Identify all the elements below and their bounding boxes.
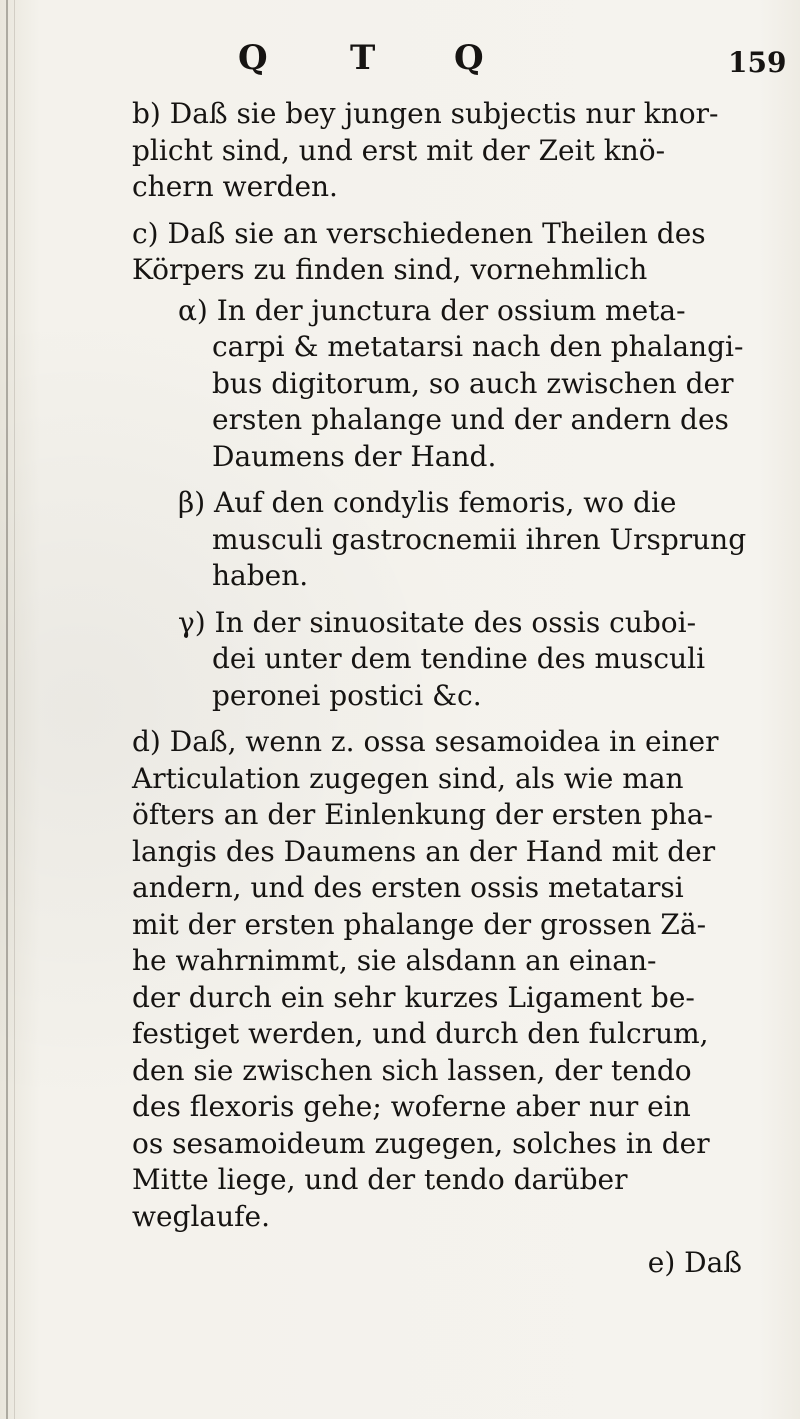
body-text — [132, 96, 772, 1282]
text-line: c) Daß sie an verschiedenen Theilen des — [132, 216, 706, 250]
text-line: d) Daß, wenn z. ossa sesamoidea in einer — [132, 725, 719, 758]
subparagraph-alpha — [132, 293, 772, 476]
text-line: den sie zwischen sich lassen, der tendo — [132, 1053, 692, 1087]
text-line: chern werden. — [132, 170, 338, 203]
text-line: peronei postici &c. — [212, 678, 482, 712]
text-line: bus digitorum, so auch zwischen der — [212, 366, 734, 400]
text-line: β) Auf den condylis femoris, wo die — [178, 486, 677, 519]
page-edge-shadow — [6, 0, 8, 1419]
text-line: dei unter dem tendine des musculi — [212, 642, 706, 675]
signature-mark: Q — [454, 38, 486, 78]
page-number: 159 — [728, 46, 787, 79]
text-line: des flexoris gehe; woferne aber nur ein — [132, 1090, 691, 1123]
page-header — [0, 38, 800, 88]
text-line: he wahrnimmt, sie alsdann an einan- — [132, 944, 657, 977]
text-line: haben. — [212, 559, 309, 592]
page-edge-line — [14, 0, 15, 1419]
text-line: festiget werden, und durch den fulcrum, — [132, 1017, 709, 1050]
paragraph-b — [132, 96, 772, 206]
text-line: α) In der junctura der ossium meta- — [178, 293, 686, 327]
subparagraph-gamma — [132, 605, 772, 715]
text-line: andern, und des ersten ossis metatarsi — [132, 871, 684, 904]
text-line: musculi gastrocnemii ihren Ursprung — [212, 522, 747, 556]
text-line: langis des Daumens an der Hand mit der — [132, 834, 716, 868]
text-line: os sesamoideum zugegen, solches in der — [132, 1126, 710, 1160]
text-line: weglaufe. — [132, 1199, 270, 1233]
text-line: plicht sind, und erst mit der Zeit knö- — [132, 133, 666, 167]
text-line: carpi & metatarsi nach den phalangi- — [212, 330, 744, 363]
text-line: Körpers zu finden sind, vornehmlich — [132, 253, 648, 286]
text-line: ersten phalange und der andern des — [212, 403, 729, 436]
text-line: der durch ein sehr kurzes Ligament be- — [132, 980, 695, 1014]
text-line: mit der ersten phalange der grossen Zä- — [132, 907, 707, 941]
paragraph-c — [132, 216, 772, 289]
subparagraph-beta — [132, 485, 772, 595]
signature-mark: T — [350, 38, 378, 78]
text-line: γ) In der sinuositate des ossis cuboi- — [178, 605, 697, 639]
catchword: e) Daß — [647, 1246, 742, 1279]
paragraph-d — [132, 724, 772, 1235]
text-line: b) Daß sie bey jungen subjectis nur knor- — [132, 97, 719, 130]
signature-mark: Q — [238, 38, 270, 78]
text-line: Mitte liege, und der tendo darüber — [132, 1163, 628, 1196]
text-line: Daumens der Hand. — [212, 439, 497, 473]
text-line: öfters an der Einlenkung der ersten pha- — [132, 798, 713, 831]
text-line: Articulation zugegen sind, als wie man — [132, 761, 684, 795]
